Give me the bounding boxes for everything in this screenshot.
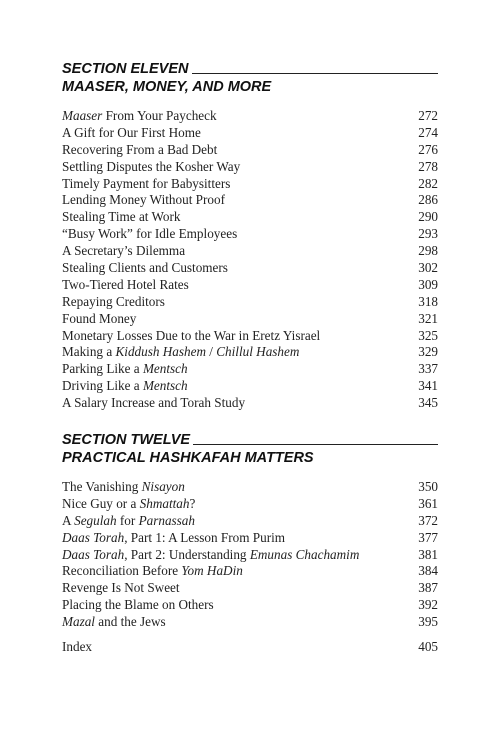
toc-entry-title-part: Monetary Losses Due to the War in Eretz Yisrael <box>62 327 321 343</box>
section-label: SECTION ELEVEN <box>62 61 189 77</box>
toc-entry[interactable] <box>62 226 438 243</box>
toc-entry[interactable] <box>62 328 438 345</box>
toc-entry-page: 298 <box>418 243 438 259</box>
toc-entry[interactable] <box>62 176 438 193</box>
toc-entry-title-part: Placing the Blame on Others <box>62 597 214 613</box>
toc-entry-page: 345 <box>418 395 438 411</box>
toc-entry-title <box>62 597 214 614</box>
toc-entry-page: 302 <box>418 260 438 276</box>
toc-entry[interactable] <box>62 361 438 378</box>
toc-entry-title-part: Parnassah <box>138 512 195 528</box>
toc-entry-page: 318 <box>418 293 438 309</box>
toc-entry-title <box>62 277 189 294</box>
toc-entry-title-part: Reconciliation Before <box>62 563 182 579</box>
toc-entry-page: 274 <box>418 124 438 140</box>
toc-entry-title <box>62 496 195 513</box>
toc-list <box>62 108 438 412</box>
toc-entry-page: 278 <box>418 158 438 174</box>
toc-entry-title <box>62 547 359 564</box>
section-title: PRACTICAL HASHKAFAH MATTERS <box>62 450 314 466</box>
toc-entry-title <box>62 530 285 547</box>
toc-entry[interactable] <box>62 395 438 412</box>
toc-entry-title <box>62 479 185 496</box>
toc-entry[interactable] <box>62 513 438 530</box>
toc-entry-title <box>62 614 166 631</box>
index-label: Index <box>62 639 93 654</box>
section-eleven <box>62 60 438 412</box>
toc-entry-title-part: Revenge Is Not Sweet <box>62 580 180 596</box>
toc-entry[interactable] <box>62 344 438 361</box>
toc-entry[interactable] <box>62 614 438 631</box>
toc-entry-page: 395 <box>418 614 438 630</box>
toc-entry-title-part: Stealing Clients and Customers <box>62 260 228 276</box>
section-heading <box>62 431 438 467</box>
toc-entry-title-part: Driving Like a <box>62 378 143 394</box>
toc-entry-page: 293 <box>418 226 438 242</box>
toc-entry-title <box>62 108 217 125</box>
toc-entry-title-part: Stealing Time at Work <box>62 209 181 225</box>
toc-entry[interactable] <box>62 125 438 142</box>
toc-entry[interactable] <box>62 479 438 496</box>
toc-entry-title-part: A Secretary’s Dilemma <box>62 243 186 259</box>
toc-entry[interactable] <box>62 378 438 395</box>
toc-entry-title <box>62 192 225 209</box>
section-rule <box>192 73 439 74</box>
toc-entry-page: 387 <box>418 580 438 596</box>
toc-entry-page: 325 <box>418 327 438 343</box>
toc-entry-title <box>62 176 230 193</box>
toc-entry-title <box>62 260 228 277</box>
toc-entry-title-part: A <box>62 512 75 528</box>
toc-entry-page: 282 <box>418 175 438 191</box>
toc-entry-title-part: Chillul Hashem <box>216 344 300 360</box>
toc-entry[interactable] <box>62 108 438 125</box>
toc-entry-title <box>62 125 201 142</box>
toc-entry-title-part: / <box>205 344 217 360</box>
toc-entry-title-part: Shmattah <box>139 495 190 511</box>
toc-entry-title-part: Nisayon <box>141 479 185 494</box>
toc-entry-title-part: , Part 1: A Lesson From Purim <box>124 529 286 545</box>
toc-entry-title <box>62 226 237 243</box>
toc-entry-title-part: Recovering From a Bad Debt <box>62 141 218 157</box>
toc-entry-title-part: Mazal <box>62 614 95 630</box>
toc-entry-title <box>62 378 188 395</box>
toc-entry-title-part: Two-Tiered Hotel Rates <box>62 276 189 292</box>
toc-entry-title <box>62 344 299 361</box>
toc-entry[interactable] <box>62 597 438 614</box>
toc-entry-title <box>62 361 188 378</box>
toc-entry-page: 392 <box>418 597 438 613</box>
toc-entry-title <box>62 328 320 345</box>
toc-entry-title <box>62 243 185 260</box>
toc-entry-title <box>62 159 240 176</box>
toc-entry-page: 329 <box>418 344 438 360</box>
toc-list <box>62 479 438 631</box>
toc-entry-title-part: “Busy Work” for Idle Employees <box>62 226 238 242</box>
toc-entry-title-part: Lending Money Without Proof <box>62 192 225 208</box>
toc-entry-title-part: ? <box>189 495 196 511</box>
toc-entry-page: 272 <box>418 108 438 123</box>
section-twelve <box>62 431 438 631</box>
toc-entry-title <box>62 513 195 530</box>
toc-entry-title-part: Mentsch <box>142 361 188 377</box>
toc-entry-title-part: Segulah <box>74 512 117 528</box>
toc-entry-page: 290 <box>418 209 438 225</box>
toc-entry-page: 286 <box>418 192 438 208</box>
toc-entry-title-part: A Salary Increase and Torah Study <box>62 395 246 411</box>
toc-entry-title-part: Found Money <box>62 310 137 326</box>
toc-entry-title-part: The Vanishing <box>62 479 142 494</box>
toc-entry-title <box>62 294 165 311</box>
toc-entry-title-part: Daas Torah <box>62 529 125 545</box>
toc-entry[interactable] <box>62 530 438 547</box>
section-heading <box>62 60 438 96</box>
toc-entry[interactable] <box>62 496 438 513</box>
toc-entry-title-part: From Your Paycheck <box>102 108 217 123</box>
toc-entry-page: 372 <box>418 512 438 528</box>
toc-entry-page: 381 <box>418 546 438 562</box>
toc-entry-title-part: Mentsch <box>142 378 188 394</box>
section-label: SECTION TWELVE <box>62 432 191 448</box>
toc-entry[interactable] <box>62 277 438 294</box>
toc-entry[interactable] <box>62 142 438 159</box>
toc-entry[interactable] <box>62 209 438 226</box>
toc-entry-page: 309 <box>418 276 438 292</box>
toc-entry-page: 341 <box>418 378 438 394</box>
toc-entry-title-part: Parking Like a <box>62 361 143 377</box>
toc-entry-title-part: Settling Disputes the Kosher Way <box>62 158 241 174</box>
toc-entry-title-part: Making a <box>62 344 116 360</box>
toc-entry-title <box>62 142 217 159</box>
toc-entry-title-part: A Gift for Our First Home <box>62 124 201 140</box>
toc-entry-title-part: Daas Torah <box>62 546 125 562</box>
toc-entry-page: 276 <box>418 141 438 157</box>
toc-entry-title-part: for <box>116 512 139 528</box>
toc-entry[interactable] <box>62 260 438 277</box>
toc-entry[interactable] <box>62 192 438 209</box>
toc-entry[interactable] <box>62 580 438 597</box>
toc-entry-page: 337 <box>418 361 438 377</box>
toc-entry-page: 361 <box>418 495 438 511</box>
toc-entry-title <box>62 563 243 580</box>
toc-entry-title <box>62 580 180 597</box>
toc-entry-title-part: Kiddush Hashem <box>115 344 206 360</box>
toc-entry[interactable] <box>62 563 438 580</box>
toc-entry-title-part: Repaying Creditors <box>62 293 165 309</box>
toc-entry-title-part: Nice Guy or a <box>62 495 140 511</box>
toc-entry-title-part: , Part 2: Understanding <box>124 546 250 562</box>
section-rule <box>193 444 438 445</box>
toc-entry-page: 321 <box>418 310 438 326</box>
toc-entry-title-part: Emunas Chachamim <box>249 546 360 562</box>
toc-entry-title-part: Timely Payment for Babysitters <box>62 175 231 191</box>
toc-entry-title <box>62 395 245 412</box>
index-page: 405 <box>418 639 438 654</box>
toc-entry-page: 350 <box>418 479 438 494</box>
section-title: MAASER, MONEY, AND MORE <box>62 79 272 95</box>
toc-entry-title <box>62 311 136 328</box>
toc-entry-page: 377 <box>418 529 438 545</box>
toc-entry-title <box>62 209 181 226</box>
toc-entry[interactable] <box>62 311 438 328</box>
index-entry[interactable] <box>62 639 438 656</box>
toc-entry-title-part: Maaser <box>62 108 103 123</box>
toc-entry-title-part: and the Jews <box>94 614 166 630</box>
toc-entry[interactable] <box>62 243 438 260</box>
toc-entry[interactable] <box>62 294 438 311</box>
toc-entry-page: 384 <box>418 563 438 579</box>
toc-entry[interactable] <box>62 159 438 176</box>
toc-entry-title-part: Yom HaDin <box>181 563 243 579</box>
toc-entry[interactable] <box>62 547 438 564</box>
